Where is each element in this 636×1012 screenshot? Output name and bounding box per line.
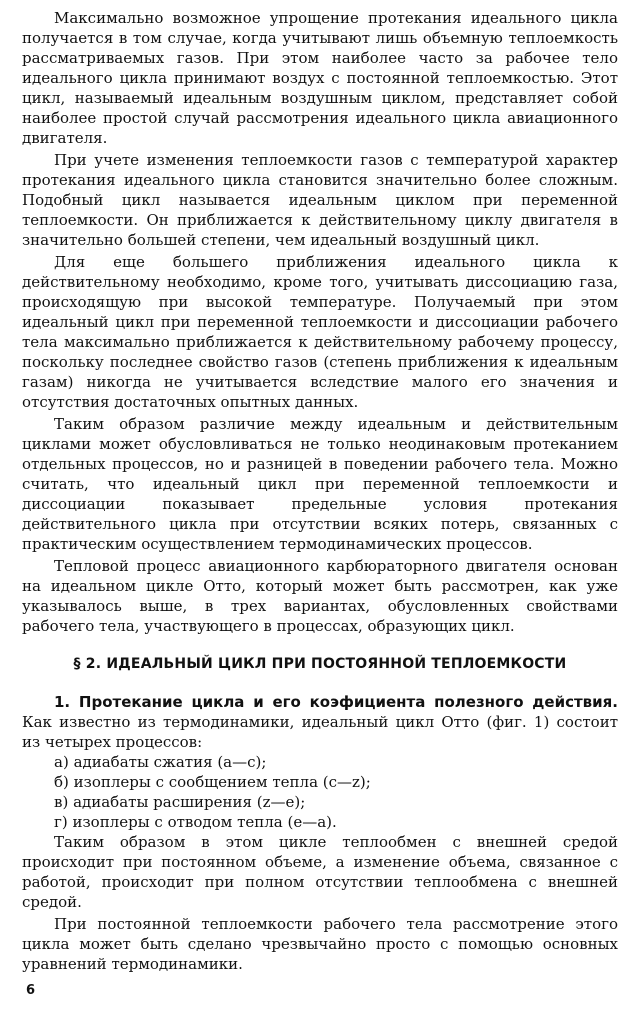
paragraph: При постоянной теплоемкости рабочего тела рассмотрение этого цикла может быть сделано чрезвычайно просто с помощью основных уравнений термодинамики. — [22, 915, 618, 973]
subsection-title: 1. Протекание цикла и его коэфициента полезного действия. — [54, 693, 618, 711]
paragraph: Таким образом различие между идеальным и действительным циклами может обусловливаться не только неодинаковым протеканием отдельных процессов, но и разницей в поведении рабочего тела. Можно считать, что идеальный цикл при переменной теплоемкости и диссоциации показывает предельные условия протекания действительного цикла при отсутствии всяких потерь, связанных с практическим осуществлением термодинамических процессов. — [22, 415, 618, 553]
paragraph: Тепловой процесс авиационного карбюраторного двигателя основан на идеальном цикле Отто, который может быть рассмотрен, как уже указывалось выше, в трех вариантах, обусловленных свойствами рабочего тела, участвующего в процессах, образующих цикл. — [22, 557, 618, 635]
list-item: б) изоплеры с сообщением тепла (c—z); — [54, 773, 371, 791]
list-item: в) адиабаты расширения (z—e); — [54, 793, 306, 811]
paragraph: При учете изменения теплоемкости газов с температурой характер протекания идеального цикла становится значительно более сложным. Подобный цикл называется идеальным циклом при переменной теплоемкости. Он приближается к действительному циклу двигателя в значительно большей степени, чем идеальный воздушный цикл. — [22, 151, 618, 249]
process-list — [22, 752, 618, 832]
paragraph: Для еще большего приближения идеального цикла к действительному необходимо, кроме того, учитывать диссоциацию газа, происходящую при высокой температуре. Получаемый при этом идеальный цикл при переменной теплоемкости и диссоциации рабочего тела максимально приближается к действительному рабочему процессу, поскольку последнее свойство газов (степень приближения к идеальным газам) никогда не учитывается вследствие малого его значения и отсутствия достаточных опытных данных. — [22, 253, 618, 411]
list-item: г) изоплеры с отводом тепла (e—a). — [54, 813, 337, 831]
subsection-intro: Как известно из термодинамики, идеальный цикл Отто (фиг. 1) состоит из четырех процессов: — [22, 713, 618, 751]
subsection-paragraph — [22, 692, 618, 752]
paragraph: Таким образом в этом цикле теплообмен с внешней средой происходит при постоянном объеме, а изменение объема, связанное с работой, происходит при полном отсутствии теплообмена с внешней средой. — [22, 833, 618, 911]
page-number: 6 — [26, 983, 36, 998]
section-heading: § 2. ИДЕАЛЬНЫЙ ЦИКЛ ПРИ ПОСТОЯННОЙ ТЕПЛОЕМКОСТИ — [73, 656, 567, 672]
list-item: а) адиабаты сжатия (a—c); — [54, 753, 267, 771]
paragraph: Максимально возможное упрощение протекания идеального цикла получается в том случае, когда учитывают лишь объемную теплоемкость рассматриваемых газов. При этом наиболее часто за рабочее тело идеального цикла принимают воздух с постоянной теплоемкостью. Этот цикл, называемый идеальным воздушным циклом, представляет собой наиболее простой случай рассмотрения идеального цикла авиационного двигателя. — [22, 9, 618, 147]
